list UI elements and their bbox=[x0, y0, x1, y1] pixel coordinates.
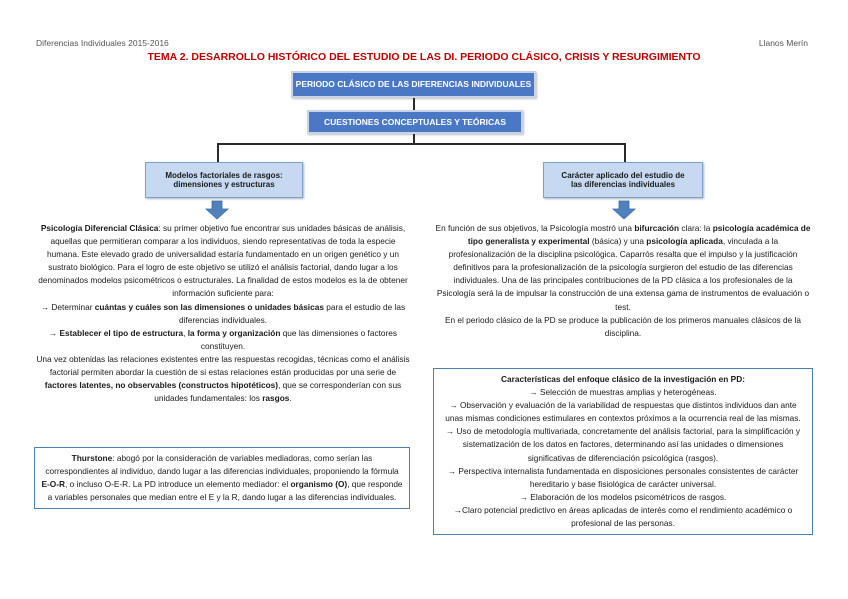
left-text-block bbox=[35, 222, 411, 405]
term: Thurstone bbox=[71, 453, 113, 463]
list-item: → Observación y evaluación de la variabilidad de respuestas que distintos individuos dan ante unas mismas condiciones estimulares en contextos próximos a la ocurrencia real de las mismas. bbox=[445, 400, 801, 424]
text: En función de sus objetivos, la Psicología mostró una bbox=[435, 223, 635, 233]
text: para el estudio de las diferencias individuales. bbox=[178, 301, 406, 325]
list-item: → Selección de muestras amplias y heterogéneas. bbox=[529, 387, 717, 398]
text: , bbox=[183, 327, 188, 338]
author-header: Llanos Merín bbox=[758, 38, 808, 48]
paragraph bbox=[35, 327, 411, 353]
text: , que se corresponderían con sus unidades fundamentales: los bbox=[154, 380, 402, 404]
classic-period-box: PERIODO CLÁSICO DE LAS DIFERENCIAS INDIVIDUALES bbox=[291, 71, 536, 98]
text: , que responde a variables personales que median entre el E y la R, dando lugar a las diferencias individuales. bbox=[47, 479, 403, 503]
page-title: TEMA 2. DESARROLLO HISTÓRICO DEL ESTUDIO DE LAS DI. PERIODO CLÁSICO, CRISIS Y RESURGIMIENTO bbox=[147, 51, 701, 63]
paragraph bbox=[35, 353, 411, 405]
text: : abogó por la consideración de variables mediadoras, como serían las correspondientes al individuo, dando lugar a las diferencias individuales, proponiendo la fórmula bbox=[45, 453, 399, 477]
connector-line bbox=[217, 143, 219, 162]
box-line: dimensiones y estructuras bbox=[173, 180, 275, 189]
term: bifurcación bbox=[634, 223, 680, 233]
paragraph bbox=[434, 222, 812, 314]
connector-line bbox=[413, 98, 415, 110]
text: (básica) y una bbox=[589, 236, 647, 247]
box-line: Modelos factoriales de rasgos: bbox=[165, 171, 283, 180]
text: que las dimensiones o factores constituyen. bbox=[200, 327, 398, 351]
down-arrow-icon bbox=[612, 200, 636, 220]
paragraph bbox=[41, 452, 403, 504]
factorial-models-box bbox=[145, 162, 303, 198]
text: . bbox=[289, 393, 292, 404]
applied-character-box bbox=[543, 162, 703, 198]
term: cuántas y cuáles son las dimensiones o unidades básicas bbox=[94, 301, 324, 312]
term: psicología académica de tipo generalista y experimental bbox=[467, 223, 811, 247]
text: , o incluso O-E-R. La PD introduce un elemento mediador: el bbox=[64, 479, 291, 490]
list-item: → Uso de metodología multivariada, concretamente del análisis factorial, para la simplificación y sistematización de los datos en factores, determinando así las unidades o dimensiones significativas de diferenciación psicológica (rasgos). bbox=[445, 426, 801, 463]
text: : su primer objetivo fue encontrar sus unidades básicas de análisis, aquellas que permitieran comparar a los individuos, siendo representativas de toda la especie humana. Este elevado grado de universalidad estaría fundamentado en un origen genético y un sustrato biológico. Para el logro de este objetivo se utilizó el análisis factorial, dando lugar a los denominados modelos psicométricos o estructurales. La finalidad de estos modelos es la de obtener información suficiente para: bbox=[38, 223, 408, 299]
term: organismo (O) bbox=[290, 479, 348, 490]
text: → Determinar bbox=[40, 301, 95, 312]
text: → bbox=[48, 327, 60, 338]
characteristics-box bbox=[433, 368, 813, 535]
term: rasgos bbox=[262, 393, 290, 404]
box-line: las diferencias individuales bbox=[570, 180, 676, 189]
term: la forma y organización bbox=[187, 327, 281, 338]
course-header: Diferencias Individuales 2015-2016 bbox=[36, 38, 169, 48]
connector-line bbox=[217, 143, 625, 145]
term: Establecer el tipo de estructura bbox=[59, 327, 184, 338]
paragraph bbox=[35, 222, 411, 301]
term: E-O-R bbox=[41, 479, 65, 490]
conceptual-questions-box: CUESTIONES CONCEPTUALES Y TEÓRICAS bbox=[307, 110, 523, 134]
term: psicología aplicada bbox=[646, 236, 723, 247]
text: Una vez obtenidas las relaciones existentes entre las respuestas recogidas, técnicas como el análisis factorial permiten abordar la cuestión de si estas relaciones están producidas por una serie de bbox=[36, 353, 410, 378]
down-arrow-icon bbox=[205, 200, 229, 220]
paragraph bbox=[35, 301, 411, 327]
box-line: Carácter aplicado del estudio de bbox=[561, 171, 685, 180]
connector-line bbox=[624, 143, 626, 162]
term: Características del enfoque clásico de la investigación en PD: bbox=[501, 374, 745, 384]
right-text-block bbox=[434, 222, 812, 340]
text: , vinculada a la profesionalización de la disciplina psicológica. Caparrós resalta que el impulso y la justificación definitivos para la profesionalización de la psicología surgieron del estudio de las diferencias individuales. Una de las principales contribuciones de la PD clásica a los profesionales de la Psicología será la de impulsar la construcción de una extensa gama de instrumentos de evaluación o test. bbox=[436, 236, 810, 312]
paragraph: En el periodo clásico de la PD se produce la publicación de los primeros manuales clásicos de la disciplina. bbox=[444, 314, 802, 338]
thurstone-box bbox=[34, 447, 410, 509]
text: clara: la bbox=[679, 223, 713, 233]
list-item: → Elaboración de los modelos psicométricos de rasgos. bbox=[519, 491, 727, 502]
term: factores latentes, no observables (constructos hipotéticos) bbox=[44, 380, 279, 391]
list-item: →Claro potencial predictivo en áreas aplicadas de interés como el rendimiento académico o profesional de las personas. bbox=[453, 504, 793, 529]
list-item: → Perspectiva internalista fundamentada en disposiciones personales consistentes de carácter hereditario y base fisiológica de carácter universal. bbox=[447, 465, 799, 489]
characteristics-heading bbox=[440, 373, 806, 386]
term: Psicología Diferencial Clásica bbox=[40, 223, 159, 233]
